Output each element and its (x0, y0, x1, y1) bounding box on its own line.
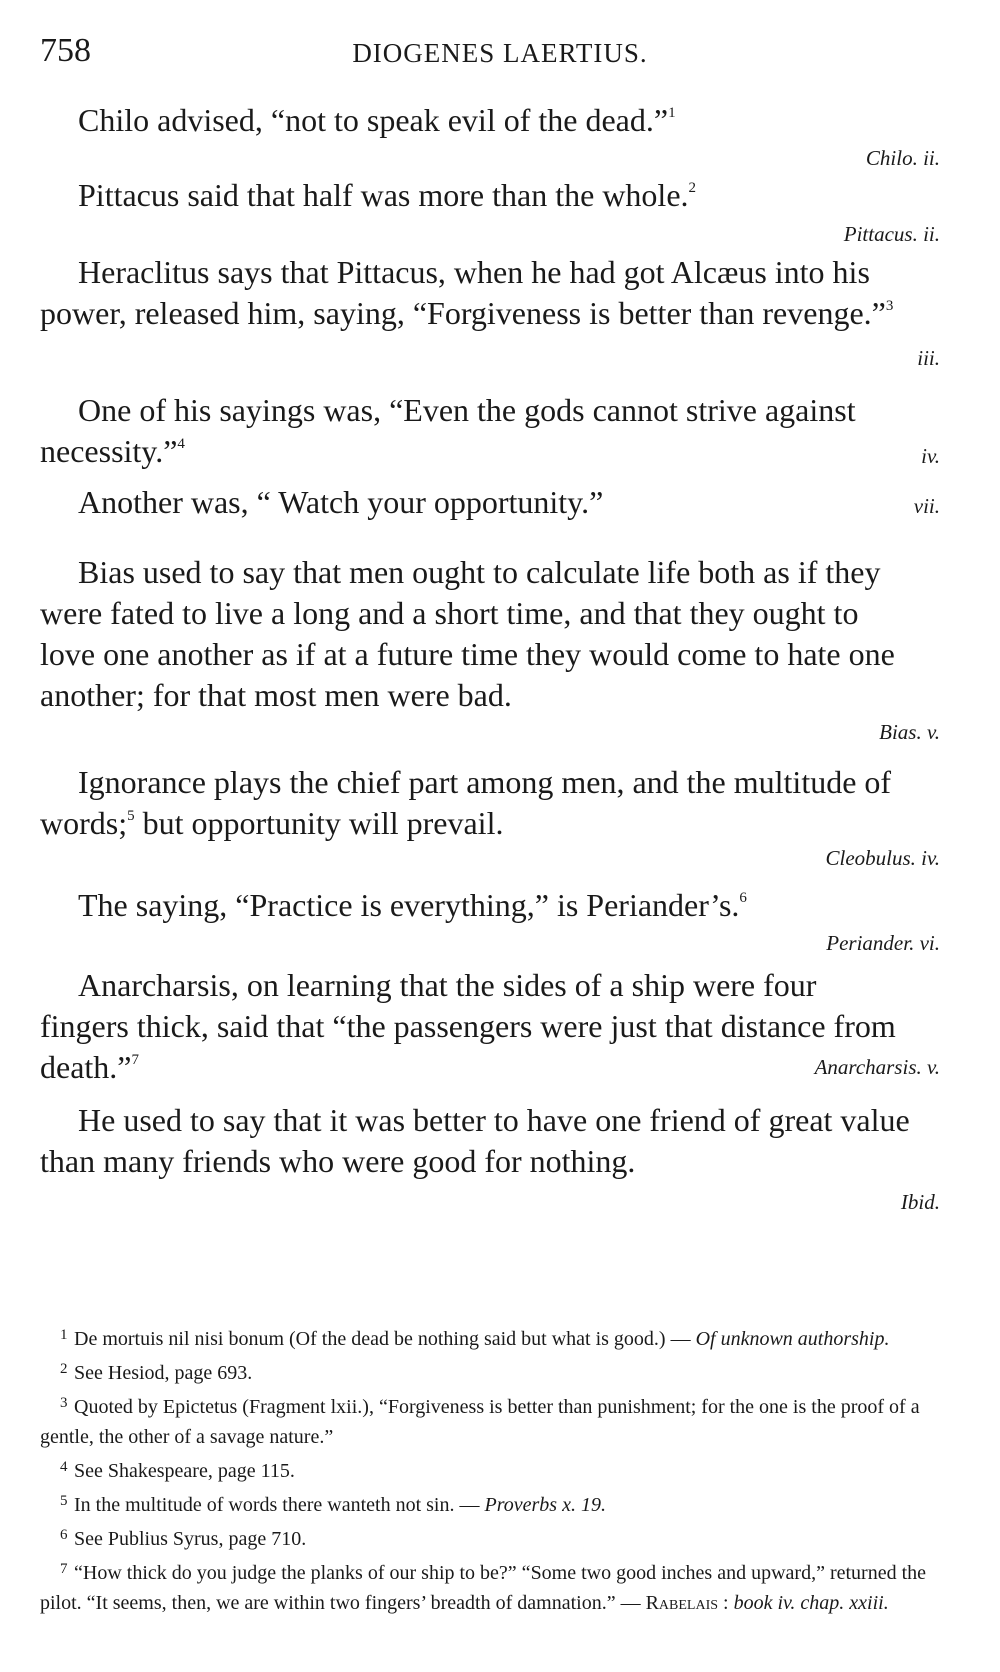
quote-text: Heraclitus says that Pittacus, when he had got Alcæus into his power, released him, saying, “Forgiveness is better than revenge.” (40, 254, 886, 331)
quote-opportunity (40, 482, 940, 530)
citation: Pittacus. ii. (843, 222, 940, 246)
quote-text: The saying, “Practice is everything,” is Periander’s. (78, 887, 740, 923)
citation: Anarcharsis. v. (814, 1055, 940, 1079)
quote-chilo (40, 100, 940, 170)
quote-anarcharsis (40, 965, 940, 1085)
footnote-7: 7 “How thick do you judge the planks of our ship to be?” “Some two good inches and upward,” returned the pilot. “It seems, then, we are within two fingers’ breadth of damnation.” — Rabelais : book iv. chap. xxiii. (40, 1561, 927, 1614)
footnote-ref: 7 (131, 1052, 139, 1068)
footnote-ref: 3 (885, 298, 894, 314)
quote-pittacus (40, 175, 940, 247)
running-head (0, 30, 1000, 80)
footnote-ref: 2 (688, 180, 697, 196)
citation: Bias. v. (879, 720, 940, 744)
quote-text: Bias used to say that men ought to calculate life both as if they were fated to live a long and a short time, and that they ought to love one another as if at a future time they would come to hate one another; for that most men were bad. (40, 554, 895, 713)
footnote-5: 5 In the multitude of words there wanteth not sin. — Proverbs x. 19. (60, 1493, 606, 1516)
citation: iv. (921, 444, 940, 468)
footnote-ref: 5 (127, 808, 135, 824)
footnote-ref: 1 (668, 105, 676, 121)
quote-heraclitus (40, 252, 940, 372)
footnotes (40, 1320, 940, 1618)
citation: iii. (917, 346, 940, 370)
quote-text: Chilo advised, “not to speak evil of the dead.” (78, 102, 669, 138)
footnote-ref: 4 (177, 436, 185, 452)
footnote-2: 2 See Hesiod, page 693. (60, 1361, 253, 1384)
footnote-ref: 6 (739, 890, 747, 906)
page-number: 758 (40, 32, 91, 69)
citation: Cleobulus. iv. (825, 846, 940, 870)
footnote-6: 6 See Publius Syrus, page 710. (60, 1527, 307, 1550)
quote-text-continued: but opportunity will prevail. (134, 805, 504, 841)
quote-one-friend (40, 1100, 940, 1225)
quote-periander (40, 885, 940, 960)
quote-cleobulus (40, 762, 940, 870)
quote-gods-necessity (40, 390, 940, 475)
citation: Chilo. ii. (865, 146, 940, 170)
footnote-4: 4 See Shakespeare, page 115. (60, 1459, 295, 1482)
citation: Ibid. (900, 1190, 940, 1214)
footnote-3: 3 Quoted by Epictetus (Fragment lxii.), “Forgiveness is better than punishment; for the one is the proof of a gentle, the other of a savage nature.” (40, 1395, 920, 1448)
quote-text: Ignorance plays the chief part among men, and the multitude of words; (40, 764, 892, 841)
citation: vii. (913, 494, 940, 518)
footnote-1: 1 De mortuis nil nisi bonum (Of the dead be nothing said but what is good.) — Of unknown authorship. (60, 1327, 890, 1350)
quote-text: Anarcharsis, on learning that the sides of a ship were four fingers thick, said that “the passengers were just that distance from death.” (40, 967, 896, 1085)
quote-bias (40, 552, 940, 752)
running-title: DIOGENES LAERTIUS. (352, 38, 648, 68)
quote-text: He used to say that it was better to have one friend of great value than many friends who were good for nothing. (40, 1102, 910, 1179)
quote-text: One of his sayings was, “Even the gods cannot strive against necessity.” (40, 392, 856, 469)
quote-text: Another was, “ Watch your opportunity.” (78, 484, 604, 520)
quote-text: Pittacus said that half was more than the whole. (78, 177, 689, 213)
citation: Periander. vi. (826, 931, 940, 955)
